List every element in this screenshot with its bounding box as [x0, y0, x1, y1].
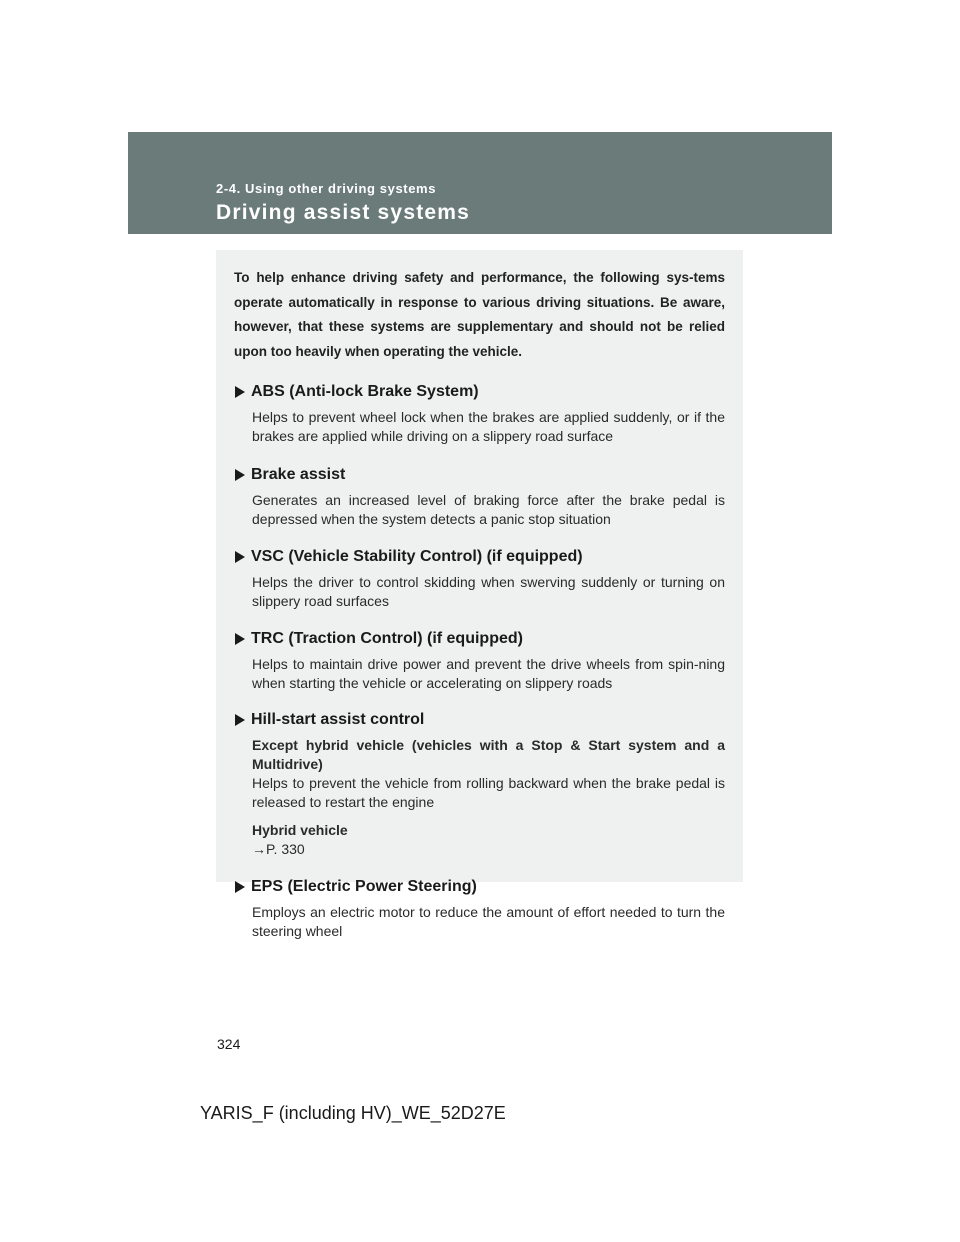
- intro-paragraph: To help enhance driving safety and performance, the following sys-tems operate automatically in response to various driving situations. Be aware, however, that these systems are supplementary and should not be relied upon too heavily when operating the vehicle.: [234, 270, 725, 359]
- page-reference: →P. 330: [252, 841, 305, 857]
- item-hill-start: [234, 710, 725, 859]
- triangle-bullet-icon: [235, 633, 245, 645]
- item-sub-label: Hybrid vehicle: [252, 822, 348, 838]
- triangle-bullet-icon: [235, 714, 245, 726]
- header-band: [128, 132, 832, 234]
- item-description: Generates an increased level of braking force after the brake pedal is depressed when the system detects a panic stop situation: [252, 492, 725, 527]
- triangle-bullet-icon: [235, 386, 245, 398]
- footer-code: YARIS_F (including HV)_WE_52D27E: [200, 1103, 506, 1123]
- page-number: 324: [217, 1036, 241, 1052]
- item-title: Brake assist: [251, 466, 346, 483]
- item-trc: [234, 629, 725, 693]
- item-title: VSC (Vehicle Stability Control) (if equipped): [251, 548, 583, 565]
- section-label: 2-4. Using other driving systems: [216, 181, 437, 196]
- item-title: Hill-start assist control: [251, 711, 425, 728]
- item-brake-assist: [234, 465, 725, 529]
- item-abs: [234, 382, 725, 446]
- item-title: TRC (Traction Control) (if equipped): [251, 630, 523, 647]
- item-description: Helps to prevent wheel lock when the brakes are applied suddenly, or if the brakes are applied while driving on a slippery road surface: [252, 409, 725, 444]
- item-description: Employs an electric motor to reduce the amount of effort needed to turn the steering wheel: [252, 904, 725, 939]
- item-title: ABS (Anti-lock Brake System): [251, 383, 479, 400]
- item-sub-label: Except hybrid vehicle (vehicles with a Stop & Start system and a Multidrive): [252, 737, 725, 772]
- item-eps: [234, 877, 725, 941]
- item-title: EPS (Electric Power Steering): [251, 878, 477, 895]
- item-description: Helps the driver to control skidding when swerving suddenly or turning on slippery road surfaces: [252, 574, 725, 609]
- page-title: Driving assist systems: [216, 201, 471, 224]
- content-box: [216, 250, 743, 939]
- item-description: Helps to maintain drive power and prevent the drive wheels from spin-ning when starting the vehicle or accelerating on slippery roads: [252, 656, 725, 691]
- triangle-bullet-icon: [235, 469, 245, 481]
- triangle-bullet-icon: [235, 881, 245, 893]
- item-vsc: [234, 547, 725, 611]
- triangle-bullet-icon: [235, 551, 245, 563]
- item-description: Helps to prevent the vehicle from rolling backward when the brake pedal is released to restart the engine: [252, 775, 725, 810]
